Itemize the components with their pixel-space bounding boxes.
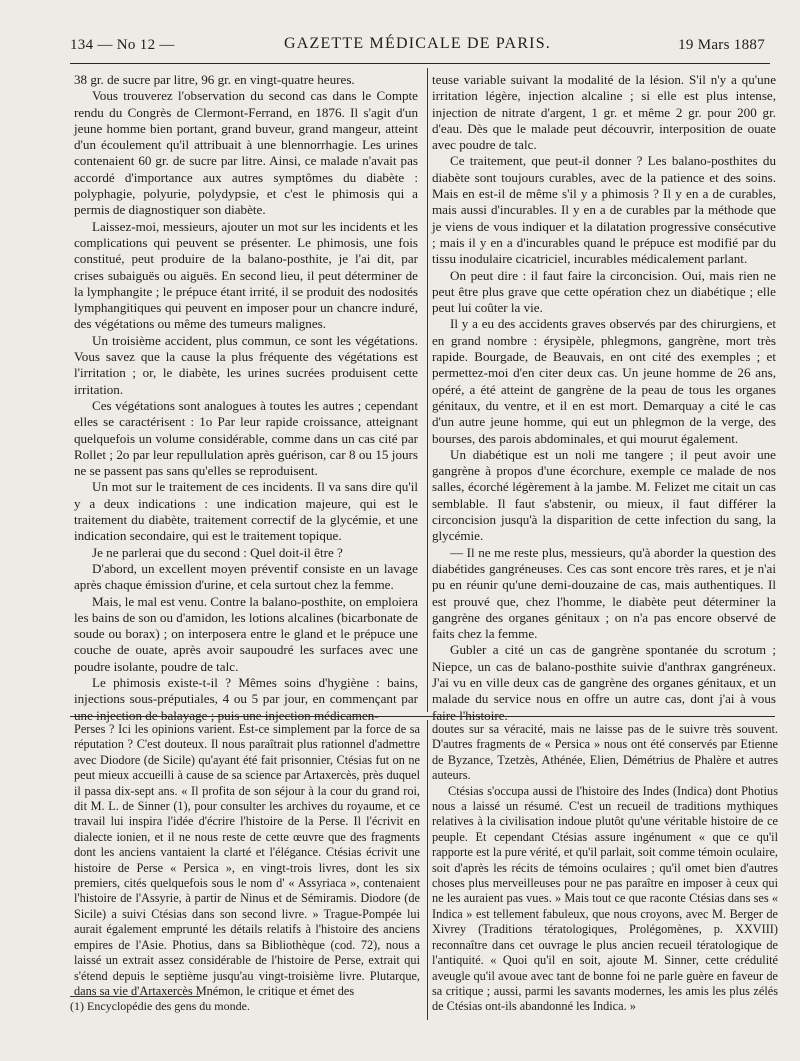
bottom-left-column xyxy=(74,722,420,999)
top-right-column xyxy=(432,72,776,724)
bottom-right-column xyxy=(432,722,778,1015)
paragraph: Le phimosis existe-t-il ? Mêmes soins d'hygiène : bains, injections sous-préputiales, 4 ou 5 par jour, en commençant par une injection de balayage ; puis une injection médicamen- xyxy=(74,674,418,723)
top-left-column xyxy=(74,72,418,724)
paragraph: Il y a eu des accidents graves observés par des chirurgiens, et en grand nombre : érysipèle, phlegmons, gangrène, mort très rapide. Bourgade, de Beauvais, en ont cité des exemples ; et permettez-moi d'en citer deux cas. Un jeune homme de 26 ans, opéré, a été atteint de gangrène de la peau de tous les organes génitaux, du ventre, et il en est mort. Demarquay a cité le cas d'un autre jeune homme, qui eut un phlegmon de la verge, des bourses, des parois abdominales, et qui mourut également. xyxy=(432,316,776,446)
journal-title: GAZETTE MÉDICALE DE PARIS. xyxy=(283,35,552,52)
paragraph: Gubler a cité un cas de gangrène spontanée du scrotum ; Niepce, un cas de balano-posthite suivie d'anthrax gangréneux. J'ai vu en ville deux cas de gangrène des organes génitaux, et un malade du service nous en offre un autre cas, dont j'ai à vous faire l'histoire. xyxy=(432,642,776,723)
paragraph: Un diabétique est un noli me tangere ; il peut avoir une gangrène à propos d'une écorchure, exemple ce malade de nos salles, écorché légèrement à la jambe. M. Felizet me citait un cas semblable. Il faut s'abstenir, ou mieux, il faut différer la circoncision jusqu'à la disparition de cette infection du sang, la glycémie. xyxy=(432,446,776,544)
page-number: 134 — No 12 — xyxy=(70,37,175,53)
paragraph: doutes sur sa véracité, mais ne laisse pas de le suivre très souvent. D'autres fragments de « Persica » nous ont été conservés par Etienne de Byzance, Tzetzès, Athénée, Elien, Démétrius de Phalère et autres auteurs. xyxy=(432,722,778,783)
paragraph: — Il ne me reste plus, messieurs, qu'à aborder la question des diabétides gangréneuses. Ces cas sont encore très rares, et je n'ai pu en réunir qu'une demi-douzaine de cas, mais authentiques. Il est prouvé que, chez l'homme, le diabète peut déterminer la gangrène des organes génitaux ; on n'a pas encore observé de faits chez la femme. xyxy=(432,544,776,642)
issue-date: 19 Mars 1887 xyxy=(678,37,765,53)
paragraph: Un troisième accident, plus commun, ce sont les végétations. Vous savez que la cause la plus fréquente des végétations est l'irritation ; or, le diabète, les urines sucrées produisent cette irritation. xyxy=(74,332,418,397)
paragraph: teuse variable suivant la modalité de la lésion. S'il n'y a qu'une irritation légère, injection alcaline ; si elle est plus intense, injection de nitrate d'argent, 1 gr. et même 2 gr. pour 200 gr. d'eau. Dès que le malade peut découvrir, interposition de ouate avec poudre de talc. xyxy=(432,72,776,153)
column-divider-bottom xyxy=(427,720,428,1020)
column-divider-top xyxy=(427,68,428,712)
paragraph: Ce traitement, que peut-il donner ? Les balano-posthites du diabète sont toujours curables, avec de la patience et des soins. Mais en est-il de même s'il y a phimosis ? Il y en a de curables, mais aussi d'incurables. Il y en a de curables par la méthode que je viens de vous indiquer et la dilatation progressive consécutive ; mais il y en a d'incurables quand le prépuce est modifié par du tissu inodulaire cicatriciel, incurables médicalement parlant. xyxy=(432,153,776,267)
paragraph: D'abord, un excellent moyen préventif consiste en un lavage après chaque émission d'urine, et cela surtout chez la femme. xyxy=(74,560,418,593)
paragraph: Mais, le mal est venu. Contre la balano-posthite, on emploiera les bains de son ou d'amidon, les lotions alcalines (bicarbonate de soude ou borax) ; on interposera entre le gland et le prépuce une couche de ouate, après avoir saupoudré les surfaces avec une poudre isolante, poudre de talc. xyxy=(74,593,418,674)
paragraph: Perses ? Ici les opinions varient. Est-ce simplement par la force de sa réputation ? C'est douteux. Il nous paraîtrait plus rationnel d'admettre avec Diodore (de Sicile) qu'ayant été fait prisonnier, Ctésias fut on ne peut mieux accueilli à cause de sa science par Artaxercès, près duquel il passa dix-sept ans. « Il profita de son séjour à la cour du grand roi, dit M. L. de Sinner (1), pour consulter les archives du royaume, et ce travail lui inspira l'idée d'écrire l'histoire de la Perse. Il l'écrivit en dialecte ionien, et il ne nous reste de cette œuvre que des fragments dont les anciens vantaient la clarté et l'élégance. Ctésias écrivit une histoire de Perse « Persica », en vingt-trois livres, dont les six premiers, cités quelquefois sous le nom d' « Assyriaca », contenaient l'histoire de l'Assyrie, à partir de Ninus et de Sémiramis. Diodore (de Sicile) a suivi Ctésias dans son second livre. » Trague-Pompée lui aurait également emprunté les détails relatifs à l'histoire des anciens empires de l'Asie. Photius, dans sa Bibliothèque (cod. 72), nous a laissé un extrait assez considérable de l'histoire de Perse, extrait qui s'étend depuis le septième jusqu'au vingt-troisième livre. Plutarque, dans sa vie d'Artaxercès Mnémon, le critique et émet des xyxy=(74,722,420,998)
paragraph: Ctésias s'occupa aussi de l'histoire des Indes (Indica) dont Photius nous a laissé un résumé. C'est un recueil de traditions mythiques relatives à la civilisation indoue plutôt qu'une véritable histoire de ce peuple. Et cependant Ctésias assure ingénument « que ce qu'il rapporte est la pure vérité, et qu'il parlait, soit comme témoin oculaire, soit d'après les récits de témoins oculaires ; qu'il omet bien d'autres choses plus merveilleuses pour ne pas paraître en imposer à ceux qui ne les auraient pas vues. » Mais tout ce que raconte Ctésias dans ses « Indica » est tellement fabuleux, que nous croyons, avec M. Berger de Xivrey (Traditions tératologiques, Prolégomènes, p. XXVIII) reconnaître dans cet ouvrage le plus ancien recueil tératologique de l'antiquité. « Quoi qu'il en soit, ajoute M. Sinner, cette crédulité aveugle qu'il avoue avec tant de bonne foi ne parle guère en faveur de sa critique ; aussi, parmi les savants modernes, les amis les plus zélés de Ctésias ont-ils abandonné les Indica. » xyxy=(432,783,778,1014)
page-header xyxy=(70,33,765,57)
paragraph: On peut dire : il faut faire la circoncision. Oui, mais rien ne peut être plus grave que cette opération chez un diabétique ; elle peut lui coûter la vie. xyxy=(432,267,776,316)
paragraph: Un mot sur le traitement de ces incidents. Il va sans dire qu'il y a deux indications : une indication majeure, qui est le traitement du diabète, traitement correctif de la glycémie, et une indication secondaire, qui est le traitement topique. xyxy=(74,479,418,544)
paragraph: Je ne parlerai que du second : Quel doit-il être ? xyxy=(92,544,343,560)
section-rule xyxy=(70,716,775,717)
paragraph: Ces végétations sont analogues à toutes les autres ; cependant elles se caractérisent : 1o Par leur rapide croissance, atteignant quelquefois un volume considérable, comme dans un cas cité par Rollet ; 2o par leur repullulation après guérison, car 8 ou 15 jours ne se passent pas sans qu'elles se reproduisent. xyxy=(74,397,418,479)
footnote-rule xyxy=(70,996,200,997)
paragraph: Vous trouverez l'observation du second cas dans le Compte rendu du Congrès de Clermont-Ferrand, en 1876. Il s'agit d'un jeune homme bien portant, grand buveur, grand mangeur, atteint d'un écoulement qu'il attribuait à une blennorrhagie. Les urines contenaient 60 gr. de sucre par litre. Ainsi, ce malade n'avait pas accordé d'importance aux autres symptômes du diabète : polyphagie, polyurie, polydypsie, et c'est le phimosis qui a permis de diagnostiquer son diabète. xyxy=(74,88,418,218)
footnote: (1) Encyclopédie des gens du monde. xyxy=(70,999,250,1013)
paragraph: Laissez-moi, messieurs, ajouter un mot sur les incidents et les complications qui peuvent se présenter. Le phimosis, une fois constitué, peut produire de la balano-posthite, je l'ai dit, par crises subaiguës ou aiguës. En second lieu, il peut déterminer de la lymphangite ; le prépuce étant irrité, il se produit des nodosités lymphangitiques qui peuvent en imposer pour un chancre induré, des végétations ou même des tumeurs malignes. xyxy=(74,218,418,332)
header-rule xyxy=(70,63,770,64)
paragraph: 38 gr. de sucre par litre, 96 gr. en vingt-quatre heures. xyxy=(74,72,355,87)
